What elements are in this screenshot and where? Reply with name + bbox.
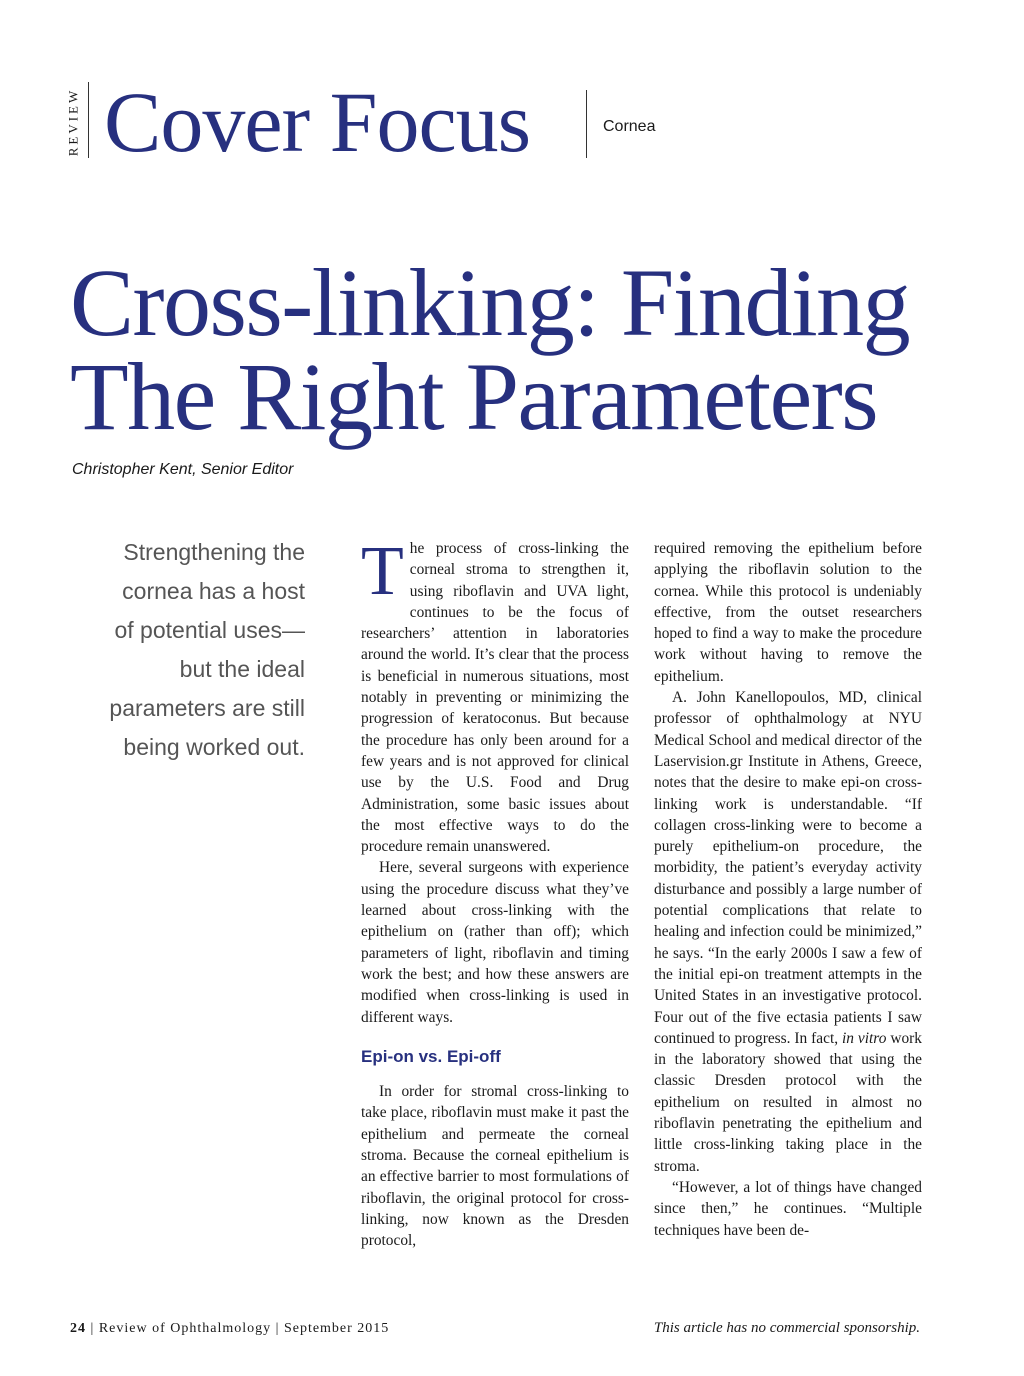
headline-line-1: Cross-linking: Finding <box>70 249 910 356</box>
drop-cap: T <box>361 533 404 610</box>
sponsorship-disclaimer: This article has no commercial sponsorship. <box>653 1320 920 1336</box>
paragraph-overview: Here, several surgeons with experience using the procedure discuss what they’ve learned about cross-linking with the epithelium on (rather than off); which parameters of light, riboflavin and timing work the best; and how these answers are modified when cross-linking is used in different ways. <box>361 859 629 1026</box>
headline-line-2: The Right Parameters <box>70 343 878 450</box>
issue-date: September 2015 <box>283 1321 390 1336</box>
footer-separator: | <box>275 1321 280 1336</box>
body-column-1 <box>361 533 629 1252</box>
paragraph-kanellopoulos <box>654 687 922 1177</box>
paragraph-continued: required removing the epithelium before applying the riboflavin solution to the cornea. While this protocol is undeniably effective, from the outset researchers hoped to find a way to make the procedure work without having to remove the epithelium. <box>654 540 922 685</box>
page-number: 24 <box>70 1321 86 1336</box>
article-byline: Christopher Kent, Senior Editor <box>72 461 294 478</box>
article-headline <box>70 249 970 450</box>
paragraph-intro-text: he process of cross-linking the corneal stroma to strengthen it, using riboflavin and UVA light, continues to be the focus of researchers’ attention in laboratories around the world. It’s clear that the process is beneficial in numerous situations, most notably in preventing or minimizing the progression of keratoconus. But because the procedure has only been around for a few years and is not approved for clinical use by the U.S. Food and Drug Administration, some basic issues about the most effective ways to do the procedure remain unanswered. <box>361 540 629 856</box>
masthead-vertical-text: REVIEW <box>65 87 81 157</box>
paragraph-kanellopoulos-text-a: A. John Kanellopoulos, MD, clinical professor of ophthalmology at NYU Medical School and medical director of the Laservision.gr Institute in Athens, Greece, notes that the desire to make epi-on cross-linking work is understandable. “If collagen cross-linking were to become a purely epithelium-on procedure, the morbidity, the patient’s everyday activity disturbance and possibly a large number of potential complications that relate to healing and infection could be minimized,” he says. “In the early 2000s I saw a few of the initial epi-on treatment attempts in the United States in an investigative protocol. Four out of the five ectasia patients I saw continued to progress. In fact, <box>654 689 922 1047</box>
paragraph-kanellopoulos-text-b: work in the laboratory showed that using the classic Dresden protocol with the epithelium on resulted in almost no riboflavin penetrating the epithelium and little cross-linking taking place in the stroma. <box>654 1029 922 1175</box>
masthead-divider-right <box>586 90 587 158</box>
pull-quote: Strengthening the cornea has a host of potential uses—but the ideal parameters are still being worked out. <box>109 539 305 760</box>
footer-separator: | <box>90 1321 95 1336</box>
publication-name: Review of Ophthalmology <box>98 1321 272 1336</box>
paragraph-epi: In order for stromal cross-linking to take place, riboflavin must make it past the epithelium and permeate the corneal stroma. Because the corneal epithelium is an effective barrier to most formulations of riboflavin, the original protocol for cross-linking, now known as the Dresden protocol, <box>361 1083 629 1250</box>
italic-term: in vitro <box>842 1029 887 1047</box>
page-footer <box>70 1321 389 1337</box>
section-subhead: Epi-on vs. Epi-off <box>361 1046 501 1066</box>
masthead-title: Cover Focus <box>104 74 531 170</box>
masthead-section: Cornea <box>603 118 656 135</box>
masthead-divider-left <box>88 82 89 158</box>
paragraph-intro <box>361 533 629 857</box>
masthead-vertical-label <box>62 82 84 162</box>
paragraph-however: “However, a lot of things have changed since then,” he continues. “Multiple techniques have been de- <box>654 1178 922 1239</box>
body-column-2 <box>654 538 922 1241</box>
